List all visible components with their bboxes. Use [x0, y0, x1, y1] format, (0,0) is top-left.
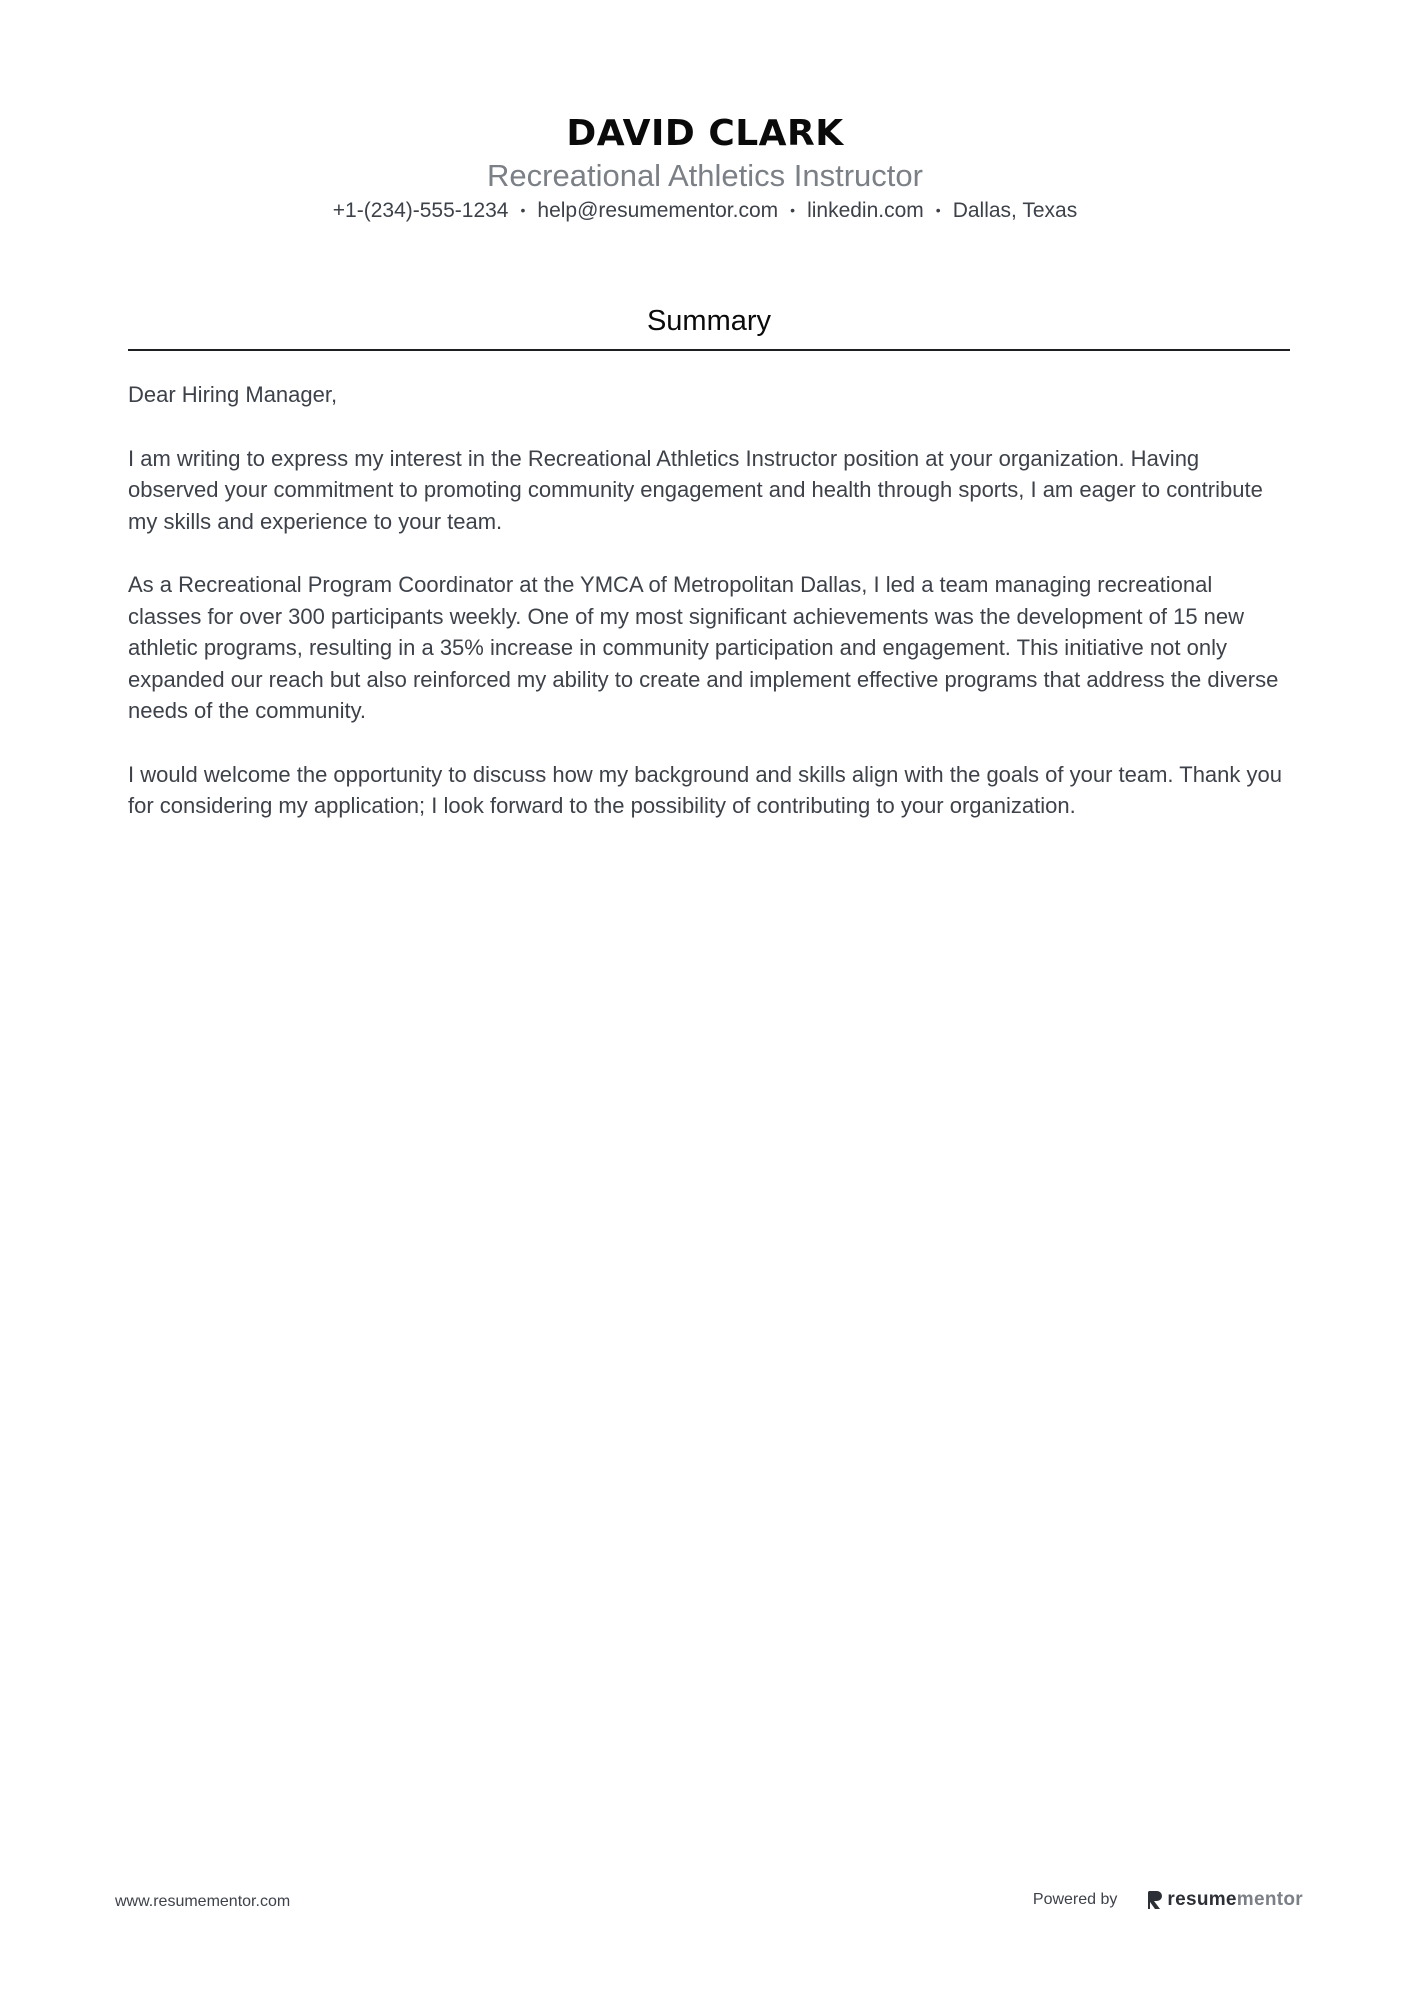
phone: +1-(234)-555-1234: [332, 199, 509, 222]
summary-section: [128, 303, 1290, 854]
linkedin: linkedin.com: [807, 199, 924, 222]
paragraph-intro: I am writing to express my interest in the Recreational Athletics Instructor position at your organization. Having observed your commitment to promoting community engagement and health through sports, I am eager to contribute my skills and experience to your team.: [128, 445, 1263, 534]
bullet-separator: •: [520, 202, 526, 218]
letter-body: [128, 379, 1290, 822]
bullet-separator: •: [790, 202, 796, 218]
email: help@resumementor.com: [537, 199, 779, 222]
powered-by-label: Powered by: [1032, 1891, 1118, 1908]
greeting: Dear Hiring Manager,: [128, 382, 338, 407]
contact-row: [0, 196, 1410, 225]
brand-name: [1167, 1889, 1303, 1911]
resumementor-logo-icon: [1147, 1890, 1163, 1910]
footer-branding: [1033, 1889, 1303, 1911]
candidate-name: DAVID CLARK: [566, 113, 844, 154]
header: [0, 112, 1410, 225]
paragraph-experience: As a Recreational Program Coordinator at the YMCA of Metropolitan Dallas, I led a team managing recreational classes for over 300 participants weekly. One of my most significant achievements was the development of 15 new athletic programs, resulting in a 35% increase in community participation and engagement. This initiative not only expanded our reach but also reinforced my ability to create and implement effective programs that address the diverse needs of the community.: [128, 572, 1279, 723]
location: Dallas, Texas: [952, 199, 1078, 222]
brand-logo[interactable]: [1147, 1889, 1303, 1911]
brand-name-part1: resume: [1167, 1889, 1237, 1910]
job-title: Recreational Athletics Instructor: [487, 158, 923, 193]
section-title: Summary: [128, 303, 1290, 351]
bullet-separator: •: [935, 202, 941, 218]
brand-name-part2: mentor: [1236, 1889, 1303, 1910]
paragraph-closing: I would welcome the opportunity to discuss how my background and skills align with the goals of your team. Thank you for considering my application; I look forward to the possibility of contributing to your organization.: [128, 761, 1282, 818]
footer-website[interactable]: www.resumementor.com: [115, 1893, 291, 1910]
